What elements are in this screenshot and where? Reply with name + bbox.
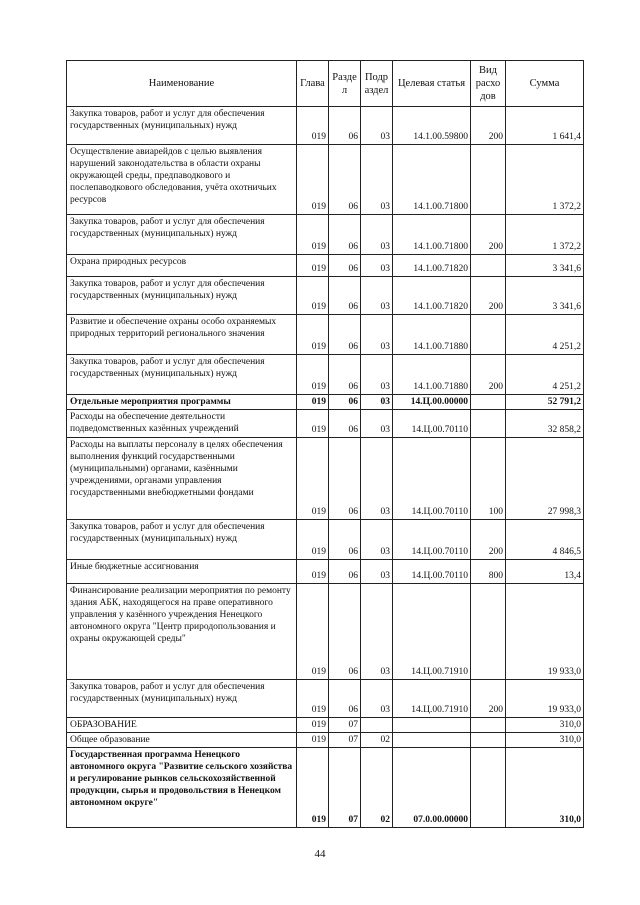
row-article: 14.Ц.00.70110 (393, 438, 471, 520)
row-name: Развитие и обеспечение охраны особо охраняемых природных территорий регионального значения (67, 315, 297, 355)
row-podrazdel: 03 (361, 355, 393, 395)
row-name: Осуществление авиарейдов с целью выявления нарушений законодательства в области охраны окружающей среды, предпаводкового и послепаводкового обследования, учёта охотничьих ресурсов (67, 145, 297, 215)
row-razdel: 06 (329, 145, 361, 215)
table-row (67, 355, 584, 395)
row-glava: 019 (297, 255, 329, 277)
row-expense-type: 200 (471, 277, 506, 315)
table-row (67, 584, 584, 680)
row-name: Закупка товаров, работ и услуг для обеспечения государственных (муниципальных) нужд (67, 215, 297, 255)
row-glava: 019 (297, 560, 329, 584)
row-sum: 13,4 (506, 560, 584, 584)
header-razdel: Разде л (329, 61, 361, 107)
row-article (393, 718, 471, 733)
row-article: 14.1.00.71820 (393, 255, 471, 277)
row-razdel: 06 (329, 255, 361, 277)
row-podrazdel: 03 (361, 680, 393, 718)
row-glava: 019 (297, 438, 329, 520)
row-name: Закупка товаров, работ и услуг для обеспечения государственных (муниципальных) нужд (67, 520, 297, 560)
row-podrazdel: 03 (361, 395, 393, 410)
row-article: 14.1.00.71880 (393, 355, 471, 395)
row-expense-type: 200 (471, 215, 506, 255)
table-row (67, 718, 584, 733)
row-expense-type (471, 255, 506, 277)
table-row (67, 255, 584, 277)
row-article: 07.0.00.00000 (393, 748, 471, 828)
table-row (67, 107, 584, 145)
row-sum: 19 933,0 (506, 584, 584, 680)
table-row (67, 410, 584, 438)
row-glava: 019 (297, 107, 329, 145)
row-sum: 19 933,0 (506, 680, 584, 718)
row-name: Расходы на выплаты персоналу в целях обеспечения выполнения функций государственными (муниципальными) органами, казёнными учреждениями, органами управления государственными внебюджетными фондами (67, 438, 297, 520)
row-article: 14.Ц.00.70110 (393, 410, 471, 438)
row-glava: 019 (297, 680, 329, 718)
table-row (67, 748, 584, 828)
row-expense-type (471, 748, 506, 828)
row-name: Государственная программа Ненецкого автономного округа "Развитие сельского хозяйства и регулирование рынков сельскохозяйственной продукции, сырья и продовольствия в Ненецком автономном округе" (67, 748, 297, 828)
row-podrazdel: 03 (361, 560, 393, 584)
row-razdel: 06 (329, 355, 361, 395)
row-glava: 019 (297, 520, 329, 560)
row-glava: 019 (297, 355, 329, 395)
row-name: Расходы на обеспечение деятельности подведомственных казённых учреждений (67, 410, 297, 438)
page-number: 44 (314, 848, 326, 860)
row-sum: 52 791,2 (506, 395, 584, 410)
row-name: Закупка товаров, работ и услуг для обеспечения государственных (муниципальных) нужд (67, 355, 297, 395)
row-sum: 1 372,2 (506, 215, 584, 255)
row-glava: 019 (297, 410, 329, 438)
row-razdel: 06 (329, 315, 361, 355)
row-razdel: 07 (329, 733, 361, 748)
row-podrazdel: 03 (361, 255, 393, 277)
row-podrazdel (361, 718, 393, 733)
budget-table (66, 60, 584, 828)
header-expense-type: Вид расхо дов (471, 61, 506, 107)
row-expense-type (471, 584, 506, 680)
table-row (67, 438, 584, 520)
row-article: 14.Ц.00.71910 (393, 584, 471, 680)
row-expense-type: 200 (471, 355, 506, 395)
row-article: 14.Ц.00.71910 (393, 680, 471, 718)
row-name: Финансирование реализации мероприятия по ремонту здания АБК, находящегося на праве оперативного управления у казённого учреждения Ненецкого автономного округа "Центр природопользования и охраны окружающей среды" (67, 584, 297, 680)
row-podrazdel: 02 (361, 733, 393, 748)
header-article: Целевая статья (393, 61, 471, 107)
row-expense-type (471, 395, 506, 410)
row-article: 14.1.00.71800 (393, 215, 471, 255)
row-name: Отдельные мероприятия программы (67, 395, 297, 410)
row-podrazdel: 03 (361, 277, 393, 315)
row-sum: 32 858,2 (506, 410, 584, 438)
row-podrazdel: 03 (361, 145, 393, 215)
table-row (67, 215, 584, 255)
row-sum: 27 998,3 (506, 438, 584, 520)
header-row (67, 61, 584, 107)
row-glava: 019 (297, 145, 329, 215)
table-body (67, 107, 584, 828)
row-glava: 019 (297, 395, 329, 410)
row-podrazdel: 03 (361, 315, 393, 355)
row-glava: 019 (297, 733, 329, 748)
row-razdel: 06 (329, 584, 361, 680)
table-row (67, 520, 584, 560)
row-razdel: 06 (329, 560, 361, 584)
row-sum: 3 341,6 (506, 255, 584, 277)
row-sum: 310,0 (506, 733, 584, 748)
row-name: Охрана природных ресурсов (67, 255, 297, 277)
header-podrazdel: Подр аздел (361, 61, 393, 107)
row-name: Закупка товаров, работ и услуг для обеспечения государственных (муниципальных) нужд (67, 107, 297, 145)
row-expense-type: 200 (471, 680, 506, 718)
row-glava: 019 (297, 277, 329, 315)
row-expense-type (471, 410, 506, 438)
table-row (67, 145, 584, 215)
row-razdel: 06 (329, 410, 361, 438)
table-row (67, 560, 584, 584)
row-expense-type: 200 (471, 107, 506, 145)
row-glava: 019 (297, 718, 329, 733)
row-name: Общее образование (67, 733, 297, 748)
row-podrazdel: 03 (361, 410, 393, 438)
row-sum: 4 251,2 (506, 355, 584, 395)
row-article: 14.1.00.71880 (393, 315, 471, 355)
row-expense-type (471, 733, 506, 748)
row-sum: 1 641,4 (506, 107, 584, 145)
row-name: ОБРАЗОВАНИЕ (67, 718, 297, 733)
budget-document (66, 60, 583, 828)
row-glava: 019 (297, 215, 329, 255)
table-row (67, 733, 584, 748)
row-sum: 3 341,6 (506, 277, 584, 315)
row-expense-type (471, 718, 506, 733)
row-podrazdel: 03 (361, 215, 393, 255)
row-sum: 1 372,2 (506, 145, 584, 215)
row-sum: 310,0 (506, 748, 584, 828)
row-razdel: 06 (329, 438, 361, 520)
row-podrazdel: 03 (361, 584, 393, 680)
row-podrazdel: 03 (361, 438, 393, 520)
row-podrazdel: 03 (361, 107, 393, 145)
row-name: Закупка товаров, работ и услуг для обеспечения государственных (муниципальных) нужд (67, 277, 297, 315)
row-sum: 4 251,2 (506, 315, 584, 355)
row-article: 14.Ц.00.70110 (393, 520, 471, 560)
row-glava: 019 (297, 748, 329, 828)
table-row (67, 315, 584, 355)
row-razdel: 07 (329, 718, 361, 733)
row-sum: 4 846,5 (506, 520, 584, 560)
row-name: Закупка товаров, работ и услуг для обеспечения государственных (муниципальных) нужд (67, 680, 297, 718)
row-article: 14.1.00.71820 (393, 277, 471, 315)
row-article (393, 733, 471, 748)
row-podrazdel: 03 (361, 520, 393, 560)
header-sum: Сумма (506, 61, 584, 107)
row-expense-type: 200 (471, 520, 506, 560)
header-name: Наименование (67, 61, 297, 107)
row-expense-type (471, 145, 506, 215)
row-podrazdel: 02 (361, 748, 393, 828)
row-razdel: 07 (329, 748, 361, 828)
row-razdel: 06 (329, 520, 361, 560)
row-article: 14.Ц.00.00000 (393, 395, 471, 410)
row-sum: 310,0 (506, 718, 584, 733)
row-article: 14.1.00.71800 (393, 145, 471, 215)
row-razdel: 06 (329, 395, 361, 410)
row-razdel: 06 (329, 277, 361, 315)
row-glava: 019 (297, 584, 329, 680)
table-row (67, 680, 584, 718)
row-glava: 019 (297, 315, 329, 355)
row-razdel: 06 (329, 680, 361, 718)
table-row (67, 277, 584, 315)
row-article: 14.1.00.59800 (393, 107, 471, 145)
row-expense-type: 800 (471, 560, 506, 584)
row-razdel: 06 (329, 107, 361, 145)
table-row (67, 395, 584, 410)
row-expense-type: 100 (471, 438, 506, 520)
header-glava: Глава (297, 61, 329, 107)
row-expense-type (471, 315, 506, 355)
row-razdel: 06 (329, 215, 361, 255)
row-article: 14.Ц.00.70110 (393, 560, 471, 584)
row-name: Иные бюджетные ассигнования (67, 560, 297, 584)
